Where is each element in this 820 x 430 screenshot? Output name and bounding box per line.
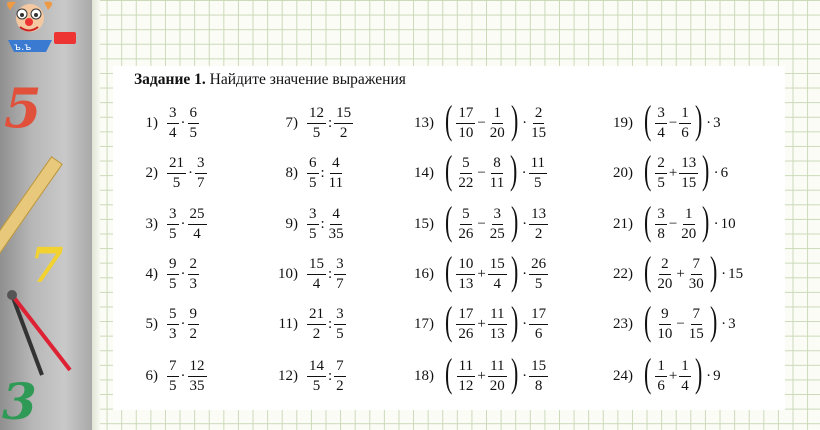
fraction-numerator: 3 <box>334 257 346 275</box>
fraction <box>167 156 186 191</box>
fraction <box>456 106 475 141</box>
fraction-numerator: 3 <box>655 106 667 124</box>
fraction-numerator: 12 <box>188 359 207 377</box>
fraction <box>188 106 200 141</box>
clown-mascot-image <box>0 0 92 60</box>
fraction-denominator: 3 <box>189 275 197 292</box>
fraction <box>167 257 179 292</box>
fraction <box>655 156 667 191</box>
exercise-item <box>140 101 200 145</box>
parenthesized-group <box>442 248 521 293</box>
decorative-side-strip <box>0 0 92 430</box>
left-parenthesis: ( <box>444 198 453 243</box>
operator: · <box>180 114 186 131</box>
task-number: Задание 1. <box>134 71 206 88</box>
fraction-numerator: 3 <box>307 207 319 225</box>
fraction-numerator: 9 <box>188 307 200 325</box>
exercise-item <box>605 97 722 145</box>
parenthesized-group <box>641 198 713 243</box>
left-parenthesis: ( <box>643 198 652 243</box>
exercise-number: 16) <box>414 265 434 282</box>
fraction <box>334 359 346 394</box>
exercise-number: 20) <box>613 164 633 181</box>
fraction-denominator: 4 <box>493 275 502 292</box>
parenthesized-group <box>641 147 713 192</box>
operator: : <box>328 367 333 384</box>
fraction <box>167 207 179 242</box>
fraction-numerator: 3 <box>655 207 667 225</box>
fraction-denominator: 4 <box>657 124 665 141</box>
fraction-denominator: 26 <box>458 225 474 242</box>
left-parenthesis: ( <box>444 350 453 395</box>
operator: · <box>713 164 719 181</box>
fraction-denominator: 20 <box>489 124 505 141</box>
fraction-numerator: 1 <box>679 106 691 124</box>
fraction-numerator: 7 <box>334 359 346 377</box>
exercise-item <box>270 354 347 398</box>
decor-digit-7: 7 <box>30 238 64 294</box>
fraction <box>307 359 326 394</box>
integer-factor: 6 <box>720 164 729 181</box>
fraction <box>327 207 346 242</box>
fraction-denominator: 4 <box>169 124 177 141</box>
fraction-denominator: 30 <box>688 275 704 292</box>
exercise-number: 22) <box>613 265 633 282</box>
operator: · <box>521 164 527 181</box>
fraction-denominator: 4 <box>312 275 321 292</box>
operator: − <box>477 215 486 232</box>
exercise-number: 7) <box>285 114 298 131</box>
right-parenthesis: ) <box>510 350 519 395</box>
fraction <box>188 207 207 242</box>
fraction-denominator: 15 <box>688 325 704 342</box>
fraction-numerator: 3 <box>167 207 179 225</box>
exercise-number: 10) <box>278 265 298 282</box>
fraction <box>655 106 667 141</box>
fraction-numerator: 3 <box>334 307 346 325</box>
fraction <box>307 156 319 191</box>
fraction-denominator: 15 <box>531 124 547 141</box>
fraction-denominator: 25 <box>489 225 505 242</box>
exercise-number: 12) <box>278 367 298 384</box>
fraction-numerator: 7 <box>691 307 703 325</box>
right-parenthesis: ) <box>702 198 710 243</box>
right-parenthesis: ) <box>709 298 718 343</box>
fraction-denominator: 6 <box>681 124 689 141</box>
exercise-item <box>140 202 208 246</box>
fraction-denominator: 22 <box>458 174 474 191</box>
exercise-item <box>605 350 722 398</box>
operator: · <box>721 265 727 282</box>
fraction-numerator: 21 <box>307 307 326 325</box>
fraction <box>655 359 667 394</box>
operator: · <box>180 315 186 332</box>
fraction-numerator: 5 <box>167 307 179 325</box>
fraction-denominator: 3 <box>169 325 177 342</box>
fraction-denominator: 12 <box>458 377 474 394</box>
fraction-numerator: 7 <box>167 359 179 377</box>
operator: + <box>668 367 678 384</box>
operator: − <box>668 215 678 232</box>
fraction-denominator: 5 <box>657 174 665 191</box>
task-heading <box>134 71 406 89</box>
exercise-number: 23) <box>613 315 633 332</box>
fraction-denominator: 7 <box>336 275 344 292</box>
fraction-denominator: 4 <box>681 377 689 394</box>
operator: : <box>328 265 333 282</box>
fraction-numerator: 11 <box>488 307 506 325</box>
fraction <box>456 307 475 342</box>
integer-factor: 3 <box>728 315 736 332</box>
fraction <box>167 307 179 342</box>
exercise-item <box>406 350 549 398</box>
operator: · <box>721 315 727 332</box>
fraction <box>655 257 674 292</box>
fraction-numerator: 13 <box>679 156 698 174</box>
fraction-numerator: 11 <box>529 156 547 174</box>
exercise-item <box>140 354 208 398</box>
exercise-number: 1) <box>145 114 158 131</box>
right-parenthesis: ) <box>510 147 518 192</box>
left-parenthesis: ( <box>643 248 652 293</box>
parenthesized-group <box>641 97 705 142</box>
right-parenthesis: ) <box>694 350 703 395</box>
fraction-numerator: 2 <box>533 106 545 124</box>
operator: · <box>180 367 186 384</box>
operator: · <box>522 215 528 232</box>
integer-factor: 10 <box>720 215 736 232</box>
fraction-numerator: 7 <box>691 257 703 275</box>
fraction <box>488 307 507 342</box>
exercise-number: 5) <box>145 315 158 332</box>
exercise-item <box>270 101 354 145</box>
fraction-denominator: 20 <box>681 225 697 242</box>
fraction-denominator: 5 <box>169 377 177 394</box>
parenthesized-group <box>442 298 521 343</box>
fraction-denominator: 5 <box>169 225 177 242</box>
fraction-numerator: 6 <box>188 106 200 124</box>
integer-factor: 3 <box>713 114 721 131</box>
parenthesized-group <box>641 298 720 343</box>
operator: · <box>713 215 719 232</box>
fraction-numerator: 11 <box>488 359 506 377</box>
fraction <box>188 257 200 292</box>
fraction-numerator: 25 <box>188 207 207 225</box>
operator: · <box>180 265 186 282</box>
exercise-item <box>140 302 200 346</box>
fraction-numerator: 5 <box>460 156 472 174</box>
exercise-number: 21) <box>613 215 633 232</box>
fraction-numerator: 8 <box>491 156 503 174</box>
fraction <box>456 207 475 242</box>
fraction <box>679 359 691 394</box>
fraction-denominator: 7 <box>197 174 205 191</box>
parenthesized-group <box>641 350 705 395</box>
fraction-denominator: 8 <box>534 377 543 394</box>
fraction <box>687 307 706 342</box>
fraction <box>195 156 207 191</box>
fraction <box>327 156 345 191</box>
fraction-denominator: 2 <box>339 124 348 141</box>
fraction-denominator: 5 <box>534 275 543 292</box>
fraction-denominator: 5 <box>309 174 317 191</box>
exercise-number: 4) <box>145 265 158 282</box>
exercise-number: 14) <box>414 164 434 181</box>
left-parenthesis: ( <box>444 248 453 293</box>
fraction-denominator: 20 <box>489 377 505 394</box>
exercise-item <box>140 151 208 195</box>
operator: + <box>477 367 486 384</box>
fraction-denominator: 6 <box>657 377 665 394</box>
fraction-denominator: 5 <box>309 225 317 242</box>
operator: · <box>522 114 528 131</box>
left-parenthesis: ( <box>444 97 453 142</box>
fraction <box>679 207 698 242</box>
fraction-numerator: 4 <box>330 207 342 225</box>
operator: − <box>477 164 486 181</box>
operator: + <box>668 164 678 181</box>
fraction <box>188 307 200 342</box>
fraction-numerator: 10 <box>456 257 475 275</box>
fraction-numerator: 1 <box>655 359 667 377</box>
fraction-numerator: 6 <box>307 156 319 174</box>
fraction-numerator: 3 <box>195 156 207 174</box>
operator: · <box>522 315 528 332</box>
fraction <box>334 257 346 292</box>
fraction-denominator: 10 <box>458 124 474 141</box>
fraction-numerator: 9 <box>167 257 179 275</box>
left-parenthesis: ( <box>643 97 652 142</box>
fraction <box>529 207 548 242</box>
left-parenthesis: ( <box>643 298 652 343</box>
fraction <box>529 257 548 292</box>
right-parenthesis: ) <box>694 97 703 142</box>
fraction <box>488 156 506 191</box>
fraction-numerator: 26 <box>529 257 548 275</box>
right-parenthesis: ) <box>510 298 519 343</box>
fraction <box>679 156 698 191</box>
exercise-item <box>605 248 744 296</box>
fraction-denominator: 13 <box>489 325 505 342</box>
fraction-numerator: 21 <box>167 156 186 174</box>
fraction <box>488 207 507 242</box>
exercise-item <box>406 97 549 145</box>
fraction <box>307 257 326 292</box>
operator: · <box>522 265 528 282</box>
fraction-denominator: 2 <box>534 225 543 242</box>
operator: + <box>477 265 486 282</box>
fraction <box>655 207 667 242</box>
operator: · <box>188 164 193 181</box>
exercise-number: 3) <box>145 215 158 232</box>
fraction-numerator: 1 <box>683 207 695 225</box>
exercise-number: 18) <box>414 367 434 384</box>
fraction-numerator: 1 <box>679 359 691 377</box>
fraction-denominator: 8 <box>657 225 665 242</box>
parenthesized-group <box>442 147 521 192</box>
exercise-item <box>140 252 200 296</box>
fraction-numerator: 5 <box>460 207 472 225</box>
integer-factor: 9 <box>713 367 721 384</box>
exercise-number: 15) <box>414 215 434 232</box>
exercise-number: 17) <box>414 315 434 332</box>
decor-digit-3: 3 <box>2 372 37 430</box>
fraction-numerator: 4 <box>330 156 342 174</box>
fraction <box>456 359 475 394</box>
fraction <box>529 156 547 191</box>
fraction-denominator: 35 <box>328 225 344 242</box>
left-parenthesis: ( <box>643 350 652 395</box>
right-parenthesis: ) <box>510 198 519 243</box>
fraction <box>529 307 548 342</box>
exercise-number: 6) <box>145 367 158 384</box>
exercise-item <box>270 151 346 195</box>
task-instruction: Найдите значение выражения <box>205 71 406 88</box>
svg-text:ъ.ъ: ъ.ъ <box>14 42 32 53</box>
operator: · <box>180 215 186 232</box>
fraction-numerator: 17 <box>529 307 548 325</box>
operator: : <box>328 114 333 131</box>
parenthesized-group <box>442 198 521 243</box>
fraction <box>679 106 691 141</box>
fraction <box>529 106 548 141</box>
fraction-numerator: 3 <box>167 106 179 124</box>
operator: : <box>320 215 325 232</box>
fraction-numerator: 13 <box>529 207 548 225</box>
operator: − <box>676 315 685 332</box>
right-parenthesis: ) <box>510 248 519 293</box>
fraction <box>167 106 179 141</box>
parenthesized-group <box>442 97 521 142</box>
fraction <box>456 156 475 191</box>
exercise-item <box>406 298 549 346</box>
exercise-item <box>605 198 737 246</box>
fraction-numerator: 15 <box>488 257 507 275</box>
fraction <box>488 106 507 141</box>
operator: + <box>477 315 486 332</box>
operator: · <box>706 367 712 384</box>
fraction-denominator: 5 <box>534 174 542 191</box>
fraction <box>307 106 326 141</box>
exercise-number: 2) <box>145 164 158 181</box>
operator: · <box>706 114 712 131</box>
exercise-item <box>270 202 347 246</box>
right-parenthesis: ) <box>709 248 718 293</box>
fraction <box>488 257 507 292</box>
fraction-denominator: 15 <box>681 174 697 191</box>
fraction-denominator: 2 <box>336 377 344 394</box>
fraction-numerator: 12 <box>307 106 326 124</box>
parenthesized-group <box>442 350 521 395</box>
right-parenthesis: ) <box>510 97 519 142</box>
fraction-denominator: 13 <box>458 275 474 292</box>
fraction <box>307 207 319 242</box>
fraction-denominator: 5 <box>169 275 177 292</box>
fraction-denominator: 35 <box>189 377 205 394</box>
fraction-numerator: 2 <box>188 257 200 275</box>
right-parenthesis: ) <box>702 147 710 192</box>
fraction-numerator: 17 <box>456 106 475 124</box>
left-parenthesis: ( <box>643 147 652 192</box>
left-parenthesis: ( <box>444 298 453 343</box>
operator: − <box>668 114 678 131</box>
fraction-denominator: 10 <box>657 325 673 342</box>
exercise-item <box>406 248 549 296</box>
exercise-number: 19) <box>613 114 633 131</box>
fraction-denominator: 2 <box>312 325 321 342</box>
fraction-denominator: 20 <box>657 275 673 292</box>
operator: + <box>676 265 685 282</box>
fraction-numerator: 9 <box>659 307 671 325</box>
fraction-denominator: 5 <box>172 174 181 191</box>
fraction-denominator: 5 <box>189 124 197 141</box>
operator: : <box>328 315 333 332</box>
exercise-number: 13) <box>414 114 434 131</box>
parenthesized-group <box>641 248 720 293</box>
fraction-numerator: 1 <box>492 106 504 124</box>
fraction <box>488 359 507 394</box>
exercise-number: 11) <box>278 315 298 332</box>
fraction-denominator: 6 <box>534 325 543 342</box>
fraction-denominator: 26 <box>458 325 474 342</box>
fraction-numerator: 11 <box>457 359 475 377</box>
fraction-numerator: 15 <box>307 257 326 275</box>
fraction <box>334 106 353 141</box>
fraction-denominator: 4 <box>193 225 201 242</box>
fraction-denominator: 2 <box>189 325 197 342</box>
exercise-item <box>270 302 347 346</box>
fraction-denominator: 5 <box>312 124 321 141</box>
fraction <box>188 359 207 394</box>
fraction-numerator: 2 <box>655 156 667 174</box>
fraction-denominator: 11 <box>489 174 505 191</box>
fraction-numerator: 15 <box>529 359 548 377</box>
fraction-denominator: 11 <box>328 174 344 191</box>
fraction-denominator: 5 <box>312 377 321 394</box>
fraction <box>167 359 179 394</box>
exercise-number: 24) <box>613 367 633 384</box>
fraction <box>456 257 475 292</box>
fraction-numerator: 17 <box>456 307 475 325</box>
exercise-item <box>406 198 549 246</box>
fraction <box>334 307 346 342</box>
exercise-item <box>270 252 347 296</box>
left-parenthesis: ( <box>444 147 453 192</box>
decor-digit-5: 5 <box>4 76 42 140</box>
exercise-item <box>406 147 548 195</box>
exercise-number: 9) <box>285 215 298 232</box>
fraction-numerator: 2 <box>659 257 671 275</box>
fraction-numerator: 14 <box>307 359 326 377</box>
fraction <box>655 307 674 342</box>
exercise-item <box>605 298 737 346</box>
fraction <box>529 359 548 394</box>
operator: − <box>477 114 486 131</box>
fraction <box>687 257 706 292</box>
operator: : <box>320 164 325 181</box>
exercise-item <box>605 147 729 195</box>
integer-factor: 15 <box>728 265 744 282</box>
fraction <box>307 307 326 342</box>
exercise-number: 8) <box>285 164 298 181</box>
fraction-numerator: 3 <box>492 207 504 225</box>
fraction-denominator: 5 <box>336 325 344 342</box>
operator: · <box>522 367 528 384</box>
fraction-numerator: 15 <box>334 106 353 124</box>
